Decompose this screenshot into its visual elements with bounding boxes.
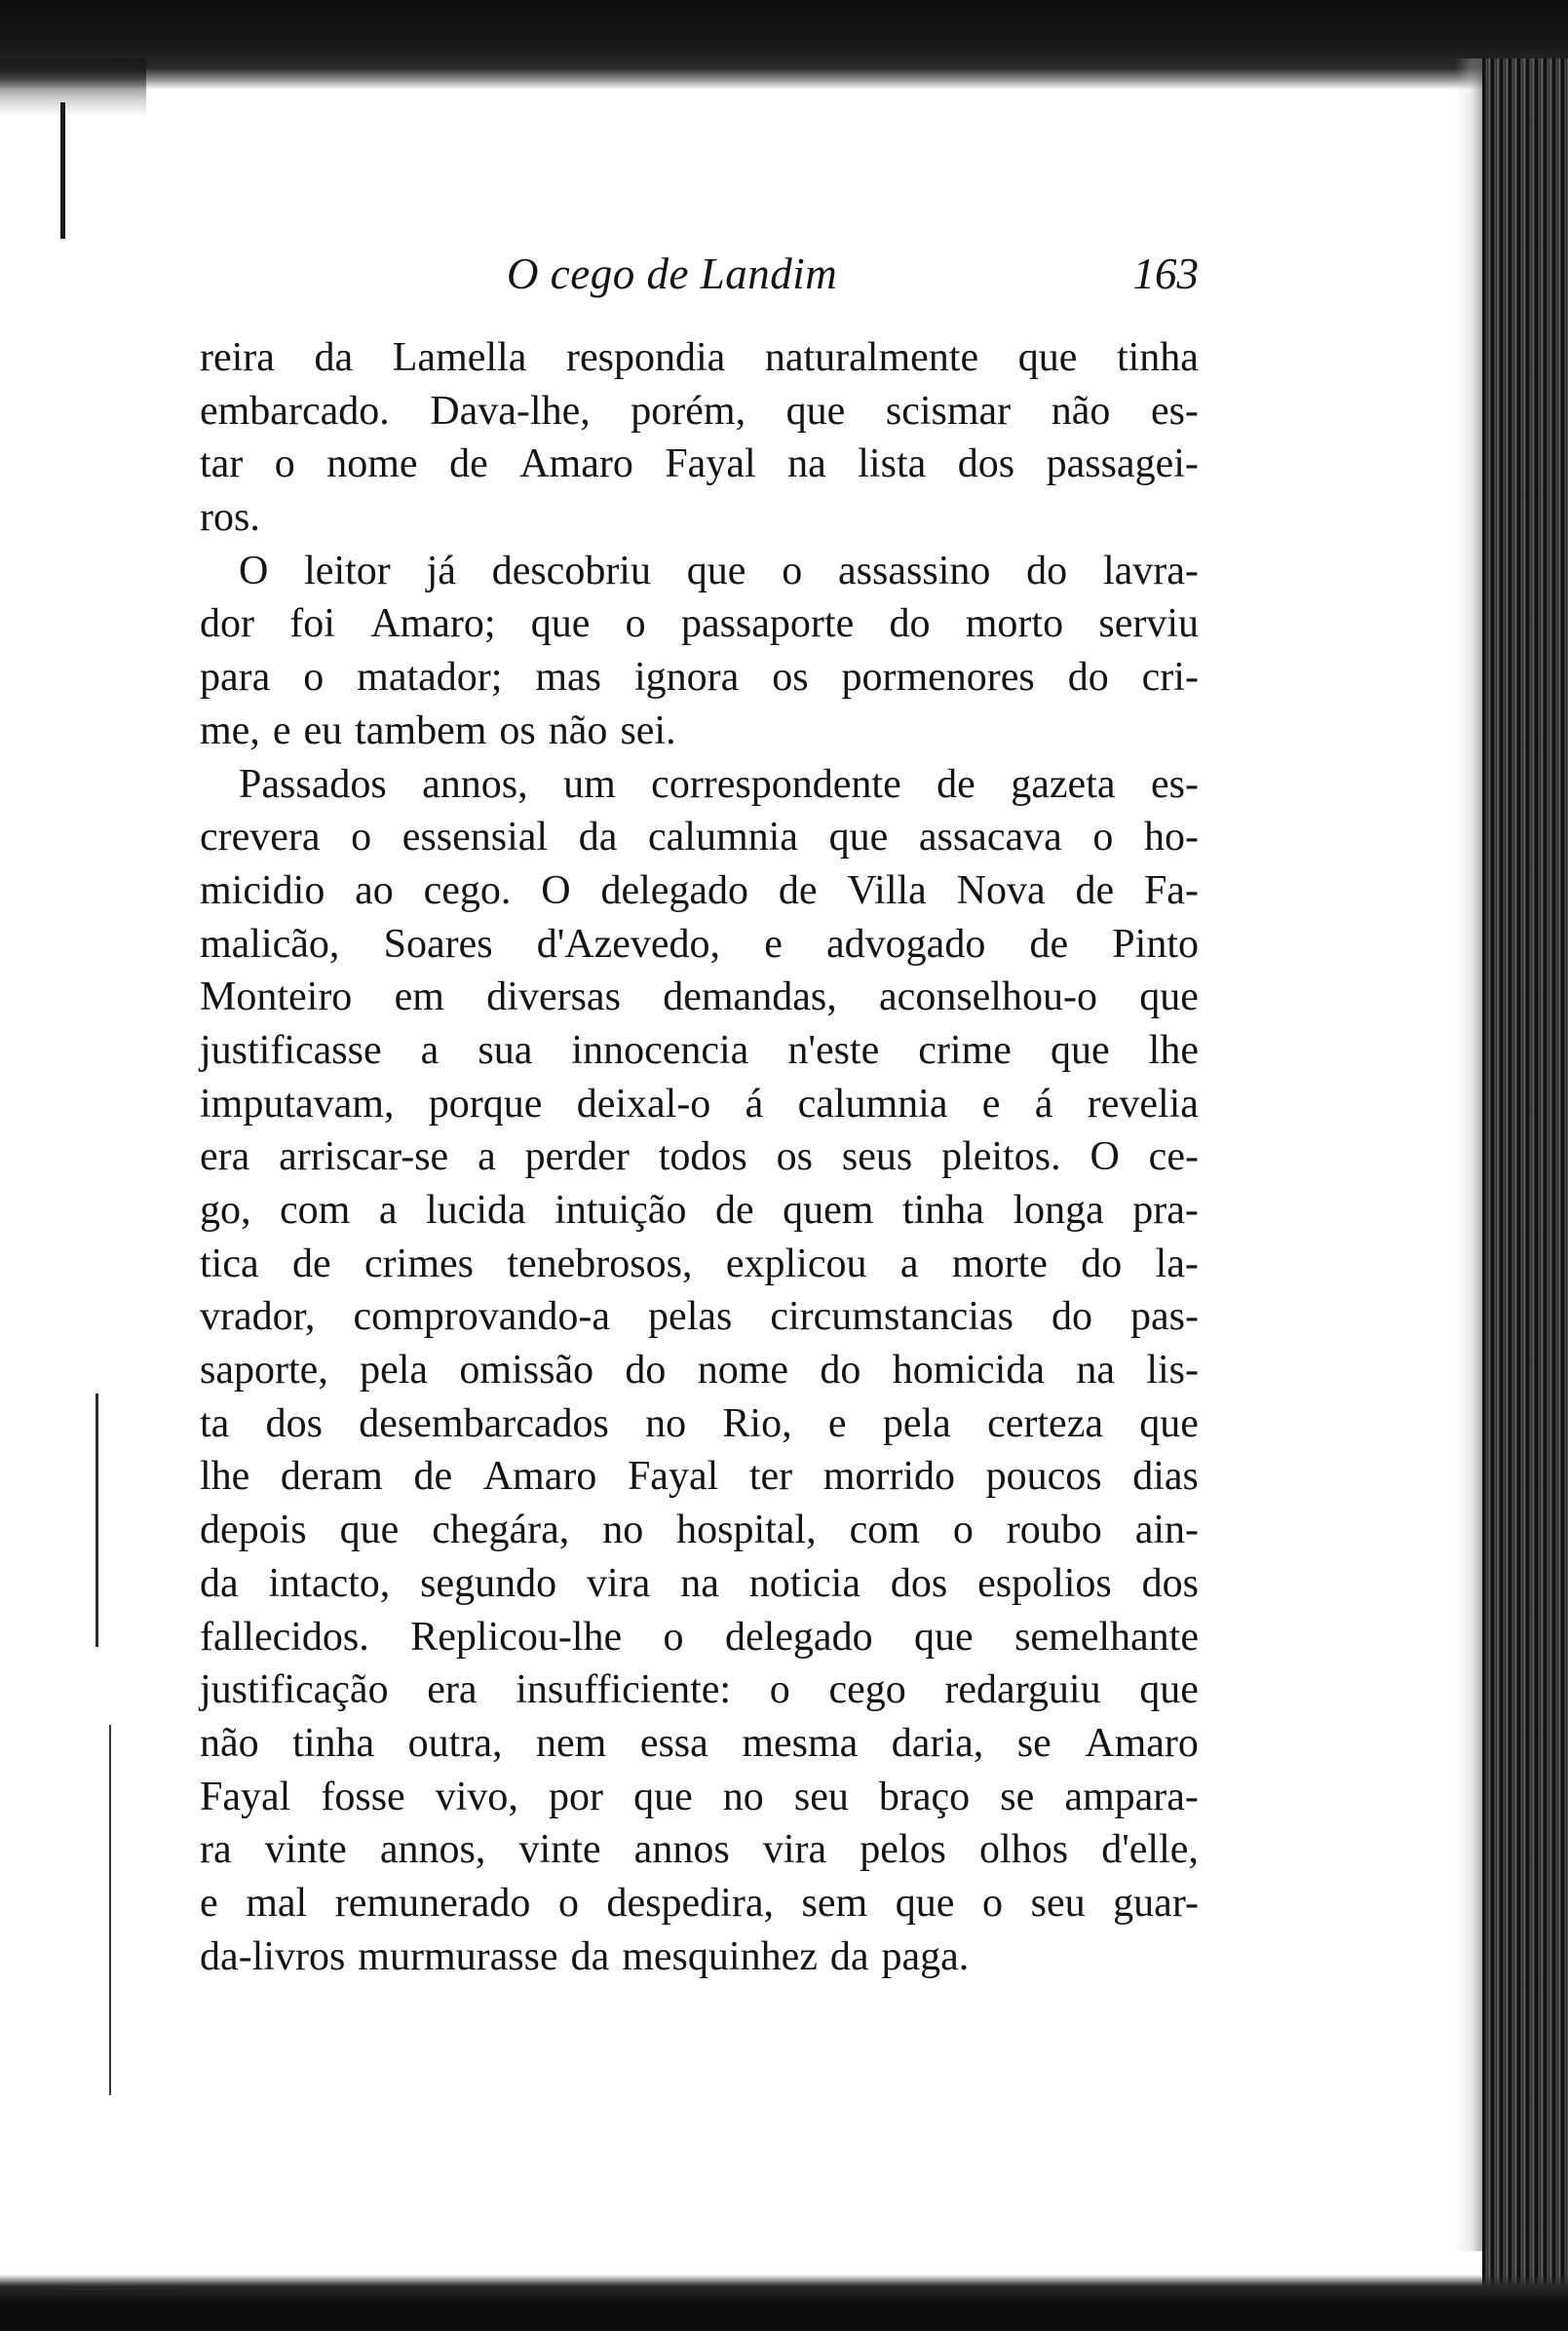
text-line [200, 1078, 1199, 1131]
text-line [200, 1823, 1199, 1877]
word: annos, [422, 761, 528, 807]
word: pela [360, 1348, 429, 1394]
word: ampara- [1064, 1774, 1199, 1819]
text-line [200, 438, 1199, 491]
word: Replicou-lhe [410, 1614, 623, 1660]
word: circumstancias [770, 1294, 1013, 1340]
word: tambem [355, 707, 487, 753]
word: crime [918, 1027, 1012, 1073]
word: calumnia [797, 1081, 948, 1127]
text-line [200, 331, 1199, 385]
word: cego. [423, 867, 512, 913]
scan-edge-bottom [0, 2274, 1568, 2331]
word: já [426, 548, 456, 593]
word: pra- [1132, 1188, 1199, 1233]
word: dos [890, 1560, 948, 1606]
word: o [952, 1508, 974, 1553]
word: mesquinhez [622, 1933, 818, 1979]
word: do [889, 601, 931, 647]
word: poucos [985, 1454, 1102, 1500]
word: porém, [631, 388, 746, 434]
word: ros. [200, 495, 260, 541]
word: homicida [892, 1348, 1045, 1394]
word: de [413, 1454, 453, 1500]
word: desembarcados [359, 1400, 609, 1446]
word: do [1051, 1294, 1092, 1340]
word: mas [535, 655, 602, 701]
word: em [394, 974, 444, 1020]
word: delegado [600, 867, 749, 913]
text-line [200, 1450, 1199, 1504]
word: do [1081, 1241, 1123, 1286]
word: la- [1155, 1241, 1199, 1286]
word: diversas [486, 974, 621, 1020]
word: pas- [1129, 1294, 1199, 1340]
word: tica [200, 1241, 259, 1286]
word: o [663, 1614, 684, 1660]
word: imputavam, [200, 1081, 395, 1127]
word: semelhante [1014, 1614, 1199, 1660]
word: de [714, 1188, 754, 1233]
word: respondia [565, 335, 726, 380]
word: seus [841, 1134, 913, 1180]
word: Nova [956, 867, 1046, 913]
scan-edge-top [0, 0, 1568, 90]
word: o [982, 1880, 1004, 1926]
word: assassino [838, 548, 991, 593]
word: Lamella [392, 335, 527, 380]
word: essa [639, 1720, 708, 1766]
word: que [686, 548, 746, 593]
word: ce- [1148, 1134, 1199, 1180]
word: mal [246, 1880, 308, 1926]
scan-page-gutter-shadow [1455, 58, 1482, 2251]
word: olhos [979, 1827, 1069, 1873]
word: demandas, [663, 974, 837, 1020]
word: o [782, 548, 803, 593]
word: justificasse [200, 1027, 382, 1073]
word: a [899, 1241, 919, 1286]
word: da [578, 815, 618, 860]
word: que [1139, 1667, 1199, 1713]
word: seu [793, 1774, 849, 1819]
text-line [200, 1130, 1199, 1184]
word: naturalmente [764, 335, 979, 380]
word: de [937, 761, 975, 807]
word: que [913, 1614, 974, 1660]
word: e [981, 1081, 1001, 1127]
text-line [200, 1611, 1199, 1664]
word: dias [1132, 1454, 1199, 1500]
word: que [895, 1880, 955, 1926]
word: o [303, 655, 325, 701]
word: não [548, 707, 608, 753]
word: segundo [420, 1560, 557, 1606]
running-head [200, 248, 1199, 317]
word: do [1026, 548, 1068, 593]
word: do [1067, 655, 1109, 701]
word: leitor [304, 548, 391, 593]
word: longa [1013, 1188, 1104, 1233]
word: serviu [1098, 601, 1199, 647]
word: pela [882, 1400, 951, 1446]
word: á [745, 1081, 764, 1127]
word: os [776, 1134, 813, 1180]
word: vinte [264, 1827, 347, 1873]
word: braço [878, 1774, 971, 1819]
word: o [351, 815, 372, 860]
word: Amaro; [370, 601, 496, 647]
word: a [420, 1027, 440, 1073]
word: micidio [200, 867, 325, 913]
word: morte [951, 1241, 1048, 1286]
word: sei. [620, 707, 676, 753]
word: por [549, 1774, 603, 1819]
word: que [1139, 1400, 1199, 1446]
word: crimes [364, 1241, 474, 1286]
word: lhe [200, 1454, 250, 1500]
word: de [292, 1241, 331, 1286]
word: Dava-lhe, [430, 388, 591, 434]
word: da [570, 1933, 610, 1979]
word: cego [828, 1667, 906, 1713]
word: Rio, [722, 1400, 792, 1446]
word: o [274, 441, 295, 487]
word: Fa- [1143, 867, 1199, 913]
word: noticia [748, 1560, 860, 1606]
text-line [200, 1663, 1199, 1717]
word: nem [535, 1720, 607, 1766]
text-line [200, 1771, 1199, 1824]
word: a [378, 1188, 398, 1233]
word: Fayal [200, 1774, 291, 1819]
word: na [680, 1560, 719, 1606]
word: O [1090, 1134, 1120, 1180]
word: daria, [891, 1720, 984, 1766]
word: Amaro [519, 441, 633, 487]
word: malicão, [200, 921, 340, 967]
word: na [1076, 1348, 1115, 1394]
word: de [1075, 867, 1115, 913]
word: que [1050, 1027, 1110, 1073]
word: pelos [860, 1827, 946, 1873]
word: outra, [407, 1720, 503, 1766]
word: ignora [633, 655, 740, 701]
word: vira [762, 1827, 827, 1873]
word: intuição [555, 1188, 687, 1233]
text-line [200, 1344, 1199, 1397]
word: essensial [402, 815, 549, 860]
word: Amaro [482, 1454, 597, 1500]
word: que [1017, 335, 1078, 380]
word: se [1000, 1774, 1035, 1819]
word: chegára, [432, 1508, 570, 1553]
word: seu [1030, 1880, 1086, 1926]
word: arriscar-se [279, 1134, 449, 1180]
word: passagei- [1046, 441, 1199, 487]
word: descobriu [491, 548, 651, 593]
text-line [200, 1877, 1199, 1930]
word: cri- [1141, 655, 1199, 701]
word: de [778, 867, 818, 913]
word: O [541, 867, 571, 913]
word: os [772, 655, 809, 701]
word: annos [633, 1827, 730, 1873]
word: annos, [379, 1827, 486, 1873]
word: que [785, 388, 846, 434]
scan-edge-right [1482, 58, 1568, 2290]
word: da [200, 1560, 239, 1606]
word: explicou [725, 1241, 867, 1286]
word: Villa [847, 867, 927, 913]
word: eu [303, 707, 343, 753]
word: ain- [1134, 1508, 1199, 1553]
word: que [633, 1774, 693, 1819]
word: porque [428, 1081, 543, 1127]
word: despedira, [606, 1880, 774, 1926]
word: que [339, 1508, 400, 1553]
word: vivo, [435, 1774, 518, 1819]
word: intacto, [268, 1560, 391, 1606]
word: á [1034, 1081, 1053, 1127]
text-line [200, 1930, 1199, 1984]
word: assacava [918, 815, 1062, 860]
word: e [272, 707, 291, 753]
word: fosse [321, 1774, 405, 1819]
text-line [200, 1397, 1199, 1451]
word: lucida [426, 1188, 526, 1233]
word: de [1029, 921, 1069, 967]
text-line [200, 918, 1199, 972]
word: não [200, 1720, 259, 1766]
word: ra [200, 1827, 232, 1873]
word: dor [200, 601, 254, 647]
word: de [449, 441, 488, 487]
word: e [200, 1880, 218, 1926]
word: omissão [459, 1348, 594, 1394]
word: o [1092, 815, 1114, 860]
word: paga. [881, 1933, 970, 1979]
word: justificação [200, 1667, 389, 1713]
word: pormenores [841, 655, 1035, 701]
word: Monteiro [200, 974, 353, 1020]
word: tenebrosos, [507, 1241, 693, 1286]
word: revelia [1087, 1081, 1199, 1127]
word: da [314, 335, 354, 380]
word: es- [1150, 761, 1199, 807]
text-line [200, 1504, 1199, 1557]
word: depois [200, 1508, 307, 1553]
word: sua [478, 1027, 533, 1073]
text-line [200, 864, 1199, 918]
word: advogado [826, 921, 986, 967]
word: guar- [1113, 1880, 1199, 1926]
word: lis- [1146, 1348, 1199, 1394]
word: scismar [885, 388, 1012, 434]
word: a [478, 1134, 496, 1180]
word: tinha [1116, 335, 1199, 380]
word: os [499, 707, 536, 753]
text-line [200, 1557, 1199, 1611]
word: Soares [383, 921, 493, 967]
word: mesma [742, 1720, 859, 1766]
text-line [200, 651, 1199, 705]
word: pelas [648, 1294, 733, 1340]
scan-edge-left-mark [109, 1725, 111, 2095]
word: correspondente [651, 761, 901, 807]
word: deram [280, 1454, 383, 1500]
word: saporte, [200, 1348, 328, 1394]
scan-shadow-top-left [0, 58, 146, 117]
text-line [200, 758, 1199, 812]
word: ho- [1144, 815, 1199, 860]
word: tar [200, 441, 244, 487]
word: foi [289, 601, 335, 647]
word: calumnia [648, 815, 798, 860]
word: embarcado. [200, 388, 390, 434]
text-line [200, 971, 1199, 1024]
word: no [602, 1508, 644, 1553]
word: da-livros [200, 1933, 346, 1979]
text-line [200, 545, 1199, 598]
word: Fayal [665, 441, 756, 487]
word: matador; [357, 655, 503, 701]
word: vinte [518, 1827, 601, 1873]
page-number: 163 [1132, 249, 1199, 298]
word: dos [265, 1400, 323, 1446]
word: lavra- [1102, 548, 1199, 593]
text-line [200, 705, 1199, 758]
word: passaporte [680, 601, 855, 647]
word: vrador, [200, 1294, 316, 1340]
word: murmurasse [358, 1933, 558, 1979]
word: o [769, 1667, 790, 1713]
word: no [722, 1774, 764, 1819]
word: morrido [822, 1454, 956, 1500]
text-line [200, 1184, 1199, 1238]
word: era [427, 1667, 478, 1713]
text-line [200, 1024, 1199, 1078]
word: que [1139, 974, 1199, 1020]
word: tinha [292, 1720, 375, 1766]
word: lhe [1148, 1027, 1199, 1073]
word: dos [957, 441, 1015, 487]
word: dos [1141, 1560, 1199, 1606]
word: e [827, 1400, 847, 1446]
word: nome [326, 441, 418, 487]
word: O [239, 548, 269, 593]
word: ter [748, 1454, 793, 1500]
word: gazeta [1011, 761, 1116, 807]
word: um [563, 761, 616, 807]
word: pleitos. [941, 1134, 1061, 1180]
text-line [200, 491, 1199, 545]
scan-edge-left-mark [96, 1394, 98, 1647]
word: ta [200, 1400, 230, 1446]
word: não [1051, 388, 1111, 434]
word: me, [200, 707, 260, 753]
word: ao [355, 867, 394, 913]
word: tinha [901, 1188, 984, 1233]
word: crevera [200, 815, 321, 860]
word: com [849, 1508, 920, 1553]
text-line [200, 385, 1199, 439]
word: innocencia [571, 1027, 749, 1073]
text-line [200, 1238, 1199, 1291]
text-line [200, 597, 1199, 651]
word: do [820, 1348, 861, 1394]
word: e [764, 921, 783, 967]
scan-edge-left-mark [60, 102, 65, 239]
word: com [280, 1188, 351, 1233]
word: para [200, 655, 271, 701]
word: hospital, [676, 1508, 817, 1553]
word: Fayal [627, 1454, 719, 1500]
word: delegado [724, 1614, 873, 1660]
word: nome [697, 1348, 789, 1394]
text-line [200, 1290, 1199, 1344]
word: insufficiente: [516, 1667, 732, 1713]
word: vira [587, 1560, 651, 1606]
text-line [200, 811, 1199, 864]
word: da [829, 1933, 869, 1979]
word: o [557, 1880, 579, 1926]
word: aconselhou-o [879, 974, 1097, 1020]
word: n'este [787, 1027, 880, 1073]
word: d'Azevedo, [536, 921, 721, 967]
running-title: O cego de Landim [507, 249, 838, 298]
word: que [828, 815, 889, 860]
word: comprovando-a [353, 1294, 611, 1340]
word: morto [965, 601, 1064, 647]
word: o [625, 601, 646, 647]
body-text [200, 331, 1199, 1983]
word: fallecidos. [200, 1614, 369, 1660]
word: d'elle, [1101, 1827, 1199, 1873]
word: todos [658, 1134, 747, 1180]
word: perder [524, 1134, 630, 1180]
word: remunerado [334, 1880, 531, 1926]
word: era [200, 1134, 250, 1180]
word: es- [1150, 388, 1199, 434]
word: espolios [977, 1560, 1112, 1606]
word: certeza [987, 1400, 1103, 1446]
word: Amaro [1085, 1720, 1199, 1766]
word: na [787, 441, 826, 487]
word: lista [858, 441, 927, 487]
word: se [1016, 1720, 1052, 1766]
word: quem [783, 1188, 874, 1233]
word: reira [200, 335, 275, 380]
word: redarguiu [944, 1667, 1101, 1713]
word: no [645, 1400, 687, 1446]
word: sem [801, 1880, 868, 1926]
text-line [200, 1717, 1199, 1771]
word: que [530, 601, 591, 647]
word: Passados [239, 761, 387, 807]
word: do [625, 1348, 667, 1394]
word: deixal-o [576, 1081, 711, 1127]
word: go, [200, 1188, 251, 1233]
word: Pinto [1112, 921, 1199, 967]
word: roubo [1006, 1508, 1102, 1553]
